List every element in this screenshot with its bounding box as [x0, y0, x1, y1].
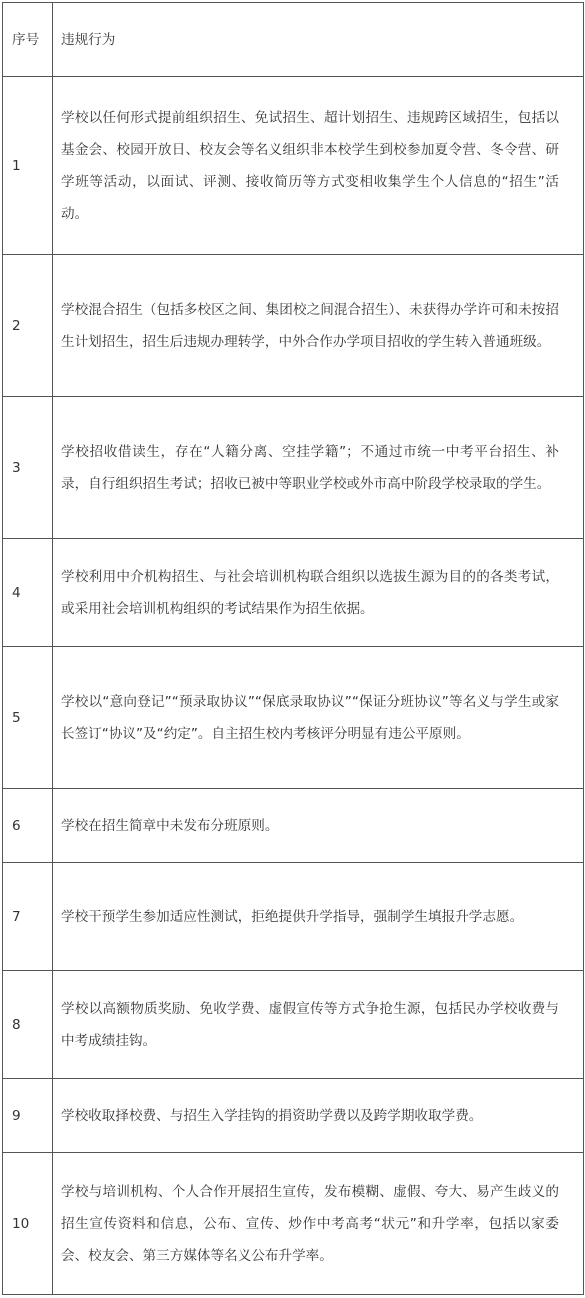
table-row — [3, 77, 584, 255]
row-text: 学校在招生简章中未发布分班原则。 — [53, 789, 584, 863]
violations-table — [2, 2, 584, 1295]
row-number: 1 — [3, 77, 53, 255]
row-number: 4 — [3, 539, 53, 647]
header-violation: 违规行为 — [53, 3, 584, 77]
row-text: 学校以高额物质奖励、免收学费、虚假宣传等方式争抢生源，包括民办学校收费与中考成绩挂钩。 — [53, 971, 584, 1079]
row-number: 7 — [3, 863, 53, 971]
table-row — [3, 1079, 584, 1153]
row-text: 学校混合招生（包括多校区之间、集团校之间混合招生）、未获得办学许可和未按招生计划招生，招生后违规办理转学，中外合作办学项目招收的学生转入普通班级。 — [53, 255, 584, 397]
row-number: 3 — [3, 397, 53, 539]
row-text: 学校以任何形式提前组织招生、免试招生、超计划招生、违规跨区域招生，包括以基金会、校园开放日、校友会等名义组织非本校学生到校参加夏令营、冬令营、研学班等活动，以面试、评测、接收简历等方式变相收集学生个人信息的“招生”活动。 — [53, 77, 584, 255]
table-row — [3, 789, 584, 863]
table-row — [3, 863, 584, 971]
table-row — [3, 971, 584, 1079]
row-number: 9 — [3, 1079, 53, 1153]
row-text: 学校干预学生参加适应性测试，拒绝提供升学指导，强制学生填报升学志愿。 — [53, 863, 584, 971]
table-row — [3, 255, 584, 397]
row-text: 学校以“意向登记”“预录取协议”“保底录取协议”“保证分班协议”等名义与学生或家长签订“协议”及“约定”。自主招生校内考核评分明显有违公平原则。 — [53, 647, 584, 789]
row-number: 2 — [3, 255, 53, 397]
table-row — [3, 1153, 584, 1295]
row-text: 学校收取择校费、与招生入学挂钩的捐资助学费以及跨学期收取学费。 — [53, 1079, 584, 1153]
row-text: 学校与培训机构、个人合作开展招生宣传，发布模糊、虚假、夸大、易产生歧义的招生宣传资料和信息，公布、宣传、炒作中考高考“状元”和升学率，包括以家委会、校友会、第三方媒体等名义公布升学率。 — [53, 1153, 584, 1295]
header-number: 序号 — [3, 3, 53, 77]
row-text: 学校利用中介机构招生、与社会培训机构联合组织以选拔生源为目的的各类考试，或采用社会培训机构组织的考试结果作为招生依据。 — [53, 539, 584, 647]
table-row — [3, 539, 584, 647]
row-number: 8 — [3, 971, 53, 1079]
table-row — [3, 397, 584, 539]
row-number: 6 — [3, 789, 53, 863]
row-text: 学校招收借读生，存在“人籍分离、空挂学籍”；不通过市统一中考平台招生、补录，自行组织招生考试；招收已被中等职业学校或外市高中阶段学校录取的学生。 — [53, 397, 584, 539]
row-number: 5 — [3, 647, 53, 789]
row-number: 10 — [3, 1153, 53, 1295]
table-row — [3, 647, 584, 789]
header-row — [3, 3, 584, 77]
